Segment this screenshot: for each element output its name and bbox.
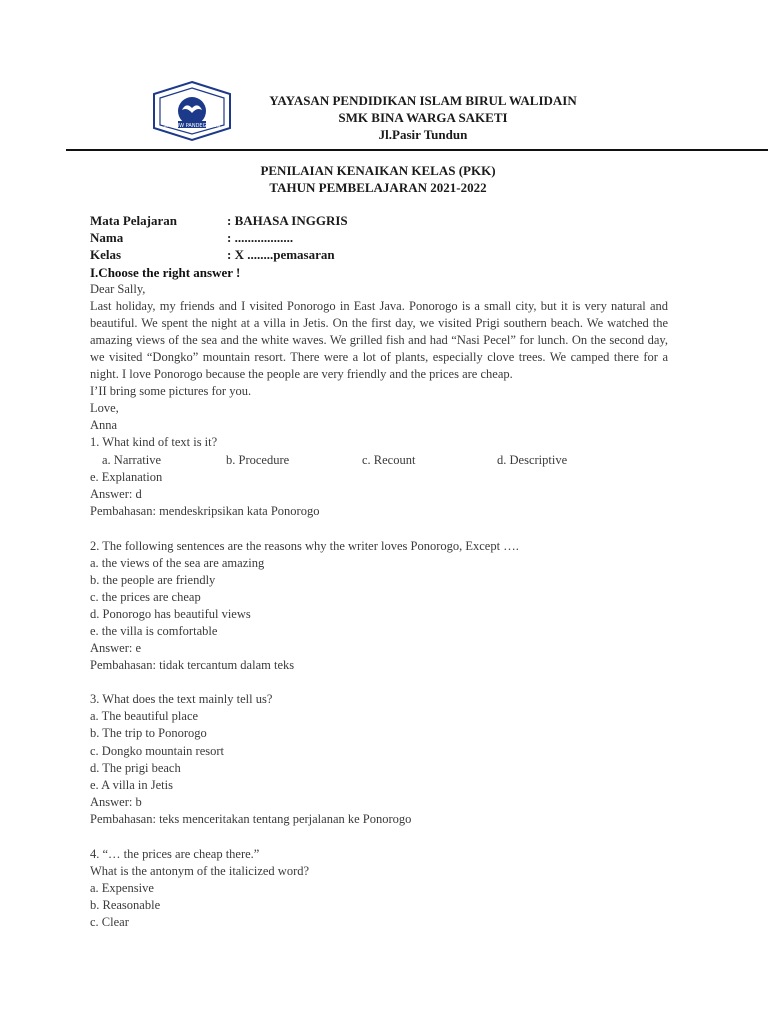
meta-subject-label: Mata Pelajaran [90,213,178,228]
q4-quote: 4. “… the prices are cheap there.” [90,847,260,861]
q1-explanation: Pembahasan: mendeskripsikan kata Ponorogo [90,504,320,518]
q3-answer: Answer: b [90,795,142,809]
letter-greeting: Dear Sally, [90,282,146,296]
q3-explanation: Pembahasan: teks menceritakan tentang perjalanan ke Ponorogo [90,812,412,826]
q2-option-c: c. the prices are cheap [90,590,201,604]
meta-class-value: : X ........pemasaran [227,247,335,262]
letter-closing-line: I’II bring some pictures for you. [90,384,252,398]
q4-question: What is the antonym of the italicized word? [90,864,310,878]
header-divider [66,149,768,151]
q1-option-a: a. Narrative [102,453,161,467]
q3-option-c: c. Dongko mountain resort [90,744,225,758]
q1-option-d: d. Descriptive [497,453,568,467]
letter-signoff: Love, [90,401,119,415]
q1-option-e: e. Explanation [90,470,163,484]
school-name: SMK BINA WARGA SAKETI [338,110,508,125]
meta-subject [90,212,348,229]
exam-year: TAHUN PEMBELAJARAN 2021-2022 [269,180,487,195]
q2-option-e: e. the villa is comfortable [90,624,218,638]
instruction: I.Choose the right answer ! [90,265,241,280]
q1-option-b: b. Procedure [226,453,290,467]
q4-option-c: c. Clear [90,915,129,929]
logo-text: SMK BW PANDEGLANG [163,123,221,129]
q3-question: 3. What does the text mainly tell us? [90,692,273,706]
q1-answer: Answer: d [90,487,142,501]
q4-option-a: a. Expensive [90,881,154,895]
meta-subject-value: : BAHASA INGGRIS [227,213,348,228]
letter-body: Last holiday, my friends and I visited Ponorogo in East Java. Ponorogo is a small city, but it is very natural and beautiful. We spent the night at a villa in Jetis. On the first day, we visited Prigi southern beach. We watched the amazing views of the sea and the white waves. We grilled fish and had “Nasi Pecel” for lunch. On the second day, we visited “Dongko” mountain resort. There were a lot of plants, especially clove trees. We camped there for a night. I love Ponorogo because the people are very friendly and the prices are cheap. [90,299,668,381]
school-logo [150,80,234,142]
meta-name-value: : .................. [227,230,294,245]
meta-class-label: Kelas [90,247,122,262]
q3-option-a: a. The beautiful place [90,709,199,723]
q2-option-b: b. the people are friendly [90,573,216,587]
school-address: Jl.Pasir Tundun [378,127,468,142]
q2-option-d: d. Ponorogo has beautiful views [90,607,251,621]
exam-title: PENILAIAN KENAIKAN KELAS (PKK) [260,163,496,178]
q4-option-b: b. Reasonable [90,898,161,912]
q2-option-a: a. the views of the sea are amazing [90,556,265,570]
q2-answer: Answer: e [90,641,142,655]
meta-class [90,246,335,263]
q3-option-e: e. A villa in Jetis [90,778,173,792]
foundation-name: YAYASAN PENDIDIKAN ISLAM BIRUL WALIDAIN [269,93,577,108]
q1-question: 1. What kind of text is it? [90,435,218,449]
letter-name: Anna [90,418,118,432]
q3-option-b: b. The trip to Ponorogo [90,726,207,740]
meta-name [90,229,294,246]
q2-explanation: Pembahasan: tidak tercantum dalam teks [90,658,295,672]
meta-name-label: Nama [90,230,124,245]
q3-option-d: d. The prigi beach [90,761,181,775]
q1-option-c: c. Recount [362,453,416,467]
q2-question: 2. The following sentences are the reasons why the writer loves Ponorogo, Except …. [90,539,519,553]
